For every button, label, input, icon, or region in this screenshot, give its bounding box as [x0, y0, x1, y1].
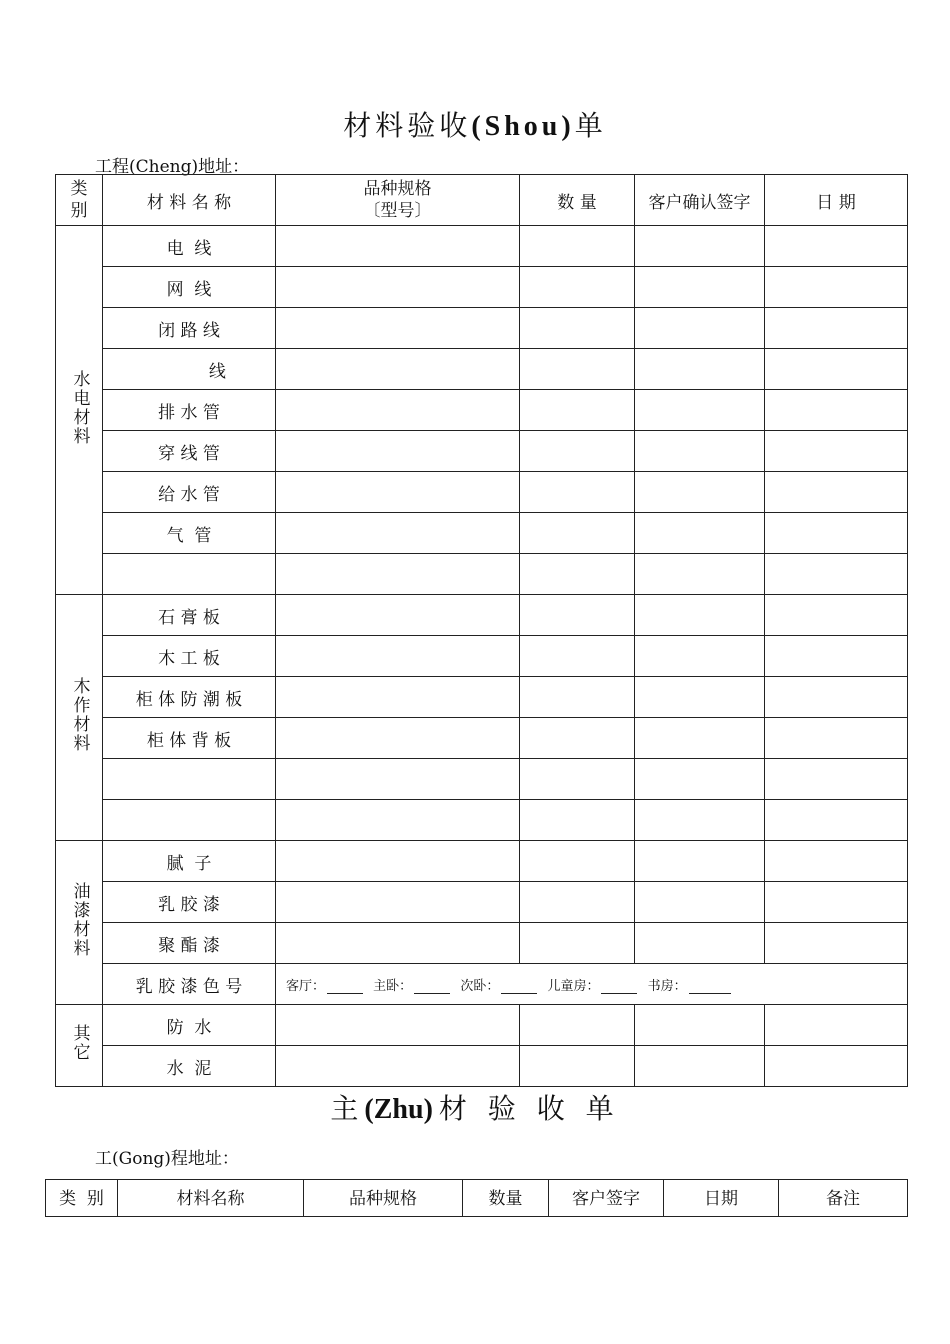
- title-part: 主: [330, 1092, 365, 1125]
- quantity-cell[interactable]: [520, 882, 635, 923]
- material-name-cell: 防 水: [103, 1005, 276, 1046]
- table-row: [56, 636, 908, 677]
- quantity-cell[interactable]: [520, 595, 635, 636]
- table-row: [56, 759, 908, 800]
- room-color-blank[interactable]: [601, 981, 637, 994]
- project-address-label: 工程(Cheng)地址：: [95, 157, 250, 177]
- material-name-cell: 柜 体 背 板: [103, 718, 276, 759]
- date-cell[interactable]: [765, 513, 908, 554]
- spec-cell[interactable]: [276, 1005, 520, 1046]
- table-row: [56, 431, 908, 472]
- room-label: 客厅：: [286, 978, 326, 994]
- material-name-cell: 电 线: [103, 226, 276, 267]
- material-name-cell[interactable]: [103, 759, 276, 800]
- confirm-cell[interactable]: [635, 349, 765, 390]
- table-row: [56, 1005, 908, 1046]
- table-row: [56, 923, 908, 964]
- spec-cell[interactable]: [276, 472, 520, 513]
- confirm-cell[interactable]: [635, 923, 765, 964]
- table-row: [56, 841, 908, 882]
- date-cell[interactable]: [765, 267, 908, 308]
- table-row: [56, 390, 908, 431]
- table-header-row: [46, 1180, 908, 1217]
- quantity-cell[interactable]: [520, 308, 635, 349]
- quantity-cell[interactable]: [520, 800, 635, 841]
- material-name-cell: 聚 酯 漆: [103, 923, 276, 964]
- table-row: [56, 267, 908, 308]
- table-row: [56, 1046, 908, 1087]
- date-cell[interactable]: [765, 841, 908, 882]
- material-name-cell: 木 工 板: [103, 636, 276, 677]
- confirm-cell[interactable]: [635, 636, 765, 677]
- table-row: [56, 882, 908, 923]
- quantity-cell[interactable]: [520, 472, 635, 513]
- quantity-cell[interactable]: [520, 431, 635, 472]
- confirm-cell[interactable]: [635, 390, 765, 431]
- spec-cell[interactable]: [276, 882, 520, 923]
- form-title: [0, 104, 950, 144]
- quantity-cell[interactable]: [520, 1005, 635, 1046]
- room-label: 书房：: [647, 978, 687, 994]
- quantity-cell[interactable]: [520, 513, 635, 554]
- date-cell[interactable]: [765, 390, 908, 431]
- material-name-cell: 网 线: [103, 267, 276, 308]
- material-name-cell[interactable]: [103, 554, 276, 595]
- table-row: [56, 677, 908, 718]
- room-label: 次卧：: [460, 978, 500, 994]
- spec-cell[interactable]: [276, 554, 520, 595]
- spec-cell[interactable]: [276, 718, 520, 759]
- room-label: 主卧：: [373, 978, 413, 994]
- spec-cell[interactable]: [276, 390, 520, 431]
- date-cell[interactable]: [765, 677, 908, 718]
- room-color-blank[interactable]: [414, 981, 450, 994]
- spec-cell[interactable]: [276, 759, 520, 800]
- room-color-blank[interactable]: [689, 981, 731, 994]
- date-cell[interactable]: [765, 636, 908, 677]
- title-latin: (Zhu): [364, 1094, 433, 1125]
- main-material-table: [45, 1179, 908, 1217]
- spec-cell[interactable]: [276, 595, 520, 636]
- header-spec: 品种规格 〔型号〕: [276, 175, 520, 226]
- date-cell[interactable]: [765, 1005, 908, 1046]
- category-cell: 木作材料: [56, 595, 103, 841]
- material-name-cell: 气 管: [103, 513, 276, 554]
- header-quantity: 数量: [463, 1180, 549, 1217]
- date-cell[interactable]: [765, 226, 908, 267]
- header-quantity: 数 量: [520, 175, 635, 226]
- spec-cell[interactable]: [276, 841, 520, 882]
- material-name-cell[interactable]: [103, 800, 276, 841]
- main-material-title: [0, 1087, 950, 1127]
- table-row: [56, 800, 908, 841]
- paint-color-fields: [276, 964, 908, 1005]
- title-part: 单: [574, 109, 607, 142]
- spec-cell[interactable]: [276, 800, 520, 841]
- spec-cell[interactable]: [276, 677, 520, 718]
- material-acceptance-table: [55, 174, 908, 1087]
- header-date: 日 期: [765, 175, 908, 226]
- quantity-cell[interactable]: [520, 1046, 635, 1087]
- confirm-cell[interactable]: [635, 554, 765, 595]
- spec-cell[interactable]: [276, 349, 520, 390]
- table-row: [56, 349, 908, 390]
- table-row: [56, 226, 908, 267]
- category-cell: 水电材料: [56, 226, 103, 595]
- room-label: 儿童房：: [547, 978, 600, 994]
- category-cell: 油漆材料: [56, 841, 103, 1005]
- header-customer-sign: 客户签字: [549, 1180, 664, 1217]
- material-name-cell: 石 膏 板: [103, 595, 276, 636]
- date-cell[interactable]: [765, 923, 908, 964]
- confirm-cell[interactable]: [635, 718, 765, 759]
- spec-cell[interactable]: [276, 1046, 520, 1087]
- date-cell[interactable]: [765, 800, 908, 841]
- confirm-cell[interactable]: [635, 1046, 765, 1087]
- header-category: 类 别: [56, 175, 103, 226]
- confirm-cell[interactable]: [635, 759, 765, 800]
- material-name-cell: 线: [103, 349, 276, 390]
- quantity-cell[interactable]: [520, 677, 635, 718]
- title-latin: (Shou): [471, 111, 575, 142]
- material-name-cell: 柜 体 防 潮 板: [103, 677, 276, 718]
- confirm-cell[interactable]: [635, 513, 765, 554]
- quantity-cell[interactable]: [520, 267, 635, 308]
- room-color-blank[interactable]: [327, 981, 363, 994]
- confirm-cell[interactable]: [635, 267, 765, 308]
- material-name-cell: 闭 路 线: [103, 308, 276, 349]
- confirm-cell[interactable]: [635, 841, 765, 882]
- quantity-cell[interactable]: [520, 841, 635, 882]
- date-cell[interactable]: [765, 472, 908, 513]
- table-row: [56, 308, 908, 349]
- table-row: [56, 554, 908, 595]
- material-name-cell: 乳 胶 漆: [103, 882, 276, 923]
- material-name-cell: 穿 线 管: [103, 431, 276, 472]
- confirm-cell[interactable]: [635, 308, 765, 349]
- header-date: 日期: [664, 1180, 779, 1217]
- date-cell[interactable]: [765, 595, 908, 636]
- header-customer-confirm: 客户确认签字: [635, 175, 765, 226]
- spec-cell[interactable]: [276, 267, 520, 308]
- quantity-cell[interactable]: [520, 636, 635, 677]
- confirm-cell[interactable]: [635, 595, 765, 636]
- table-row: [56, 472, 908, 513]
- project-address-label-2: 工(Gong)程地址：: [95, 1149, 239, 1169]
- header-category: 类 别: [46, 1180, 118, 1217]
- date-cell[interactable]: [765, 308, 908, 349]
- room-color-blank[interactable]: [501, 981, 537, 994]
- title-part: 材料验收: [343, 109, 472, 142]
- material-name-cell: 给 水 管: [103, 472, 276, 513]
- header-spec: 品种规格: [304, 1180, 463, 1217]
- spec-cell[interactable]: [276, 513, 520, 554]
- date-cell[interactable]: [765, 554, 908, 595]
- date-cell[interactable]: [765, 882, 908, 923]
- paint-color-row: [56, 964, 908, 1005]
- material-name-cell: 水 泥: [103, 1046, 276, 1087]
- confirm-cell[interactable]: [635, 431, 765, 472]
- confirm-cell[interactable]: [635, 882, 765, 923]
- date-cell[interactable]: [765, 759, 908, 800]
- quantity-cell[interactable]: [520, 349, 635, 390]
- date-cell[interactable]: [765, 1046, 908, 1087]
- header-remarks: 备注: [779, 1180, 908, 1217]
- quantity-cell[interactable]: [520, 226, 635, 267]
- spec-cell[interactable]: [276, 923, 520, 964]
- quantity-cell[interactable]: [520, 390, 635, 431]
- header-material-name: 材 料 名 称: [103, 175, 276, 226]
- confirm-cell[interactable]: [635, 472, 765, 513]
- spec-cell[interactable]: [276, 308, 520, 349]
- table-row: [56, 513, 908, 554]
- spec-cell[interactable]: [276, 636, 520, 677]
- table-header-row: [56, 175, 908, 226]
- spec-cell[interactable]: [276, 431, 520, 472]
- table-row: [56, 595, 908, 636]
- material-name-cell: 腻 子: [103, 841, 276, 882]
- confirm-cell[interactable]: [635, 1005, 765, 1046]
- category-cell: 其它: [56, 1005, 103, 1087]
- quantity-cell[interactable]: [520, 554, 635, 595]
- quantity-cell[interactable]: [520, 718, 635, 759]
- confirm-cell[interactable]: [635, 226, 765, 267]
- date-cell[interactable]: [765, 349, 908, 390]
- date-cell[interactable]: [765, 718, 908, 759]
- confirm-cell[interactable]: [635, 800, 765, 841]
- spec-cell[interactable]: [276, 226, 520, 267]
- material-name-cell: 排 水 管: [103, 390, 276, 431]
- quantity-cell[interactable]: [520, 759, 635, 800]
- date-cell[interactable]: [765, 431, 908, 472]
- table-row: [56, 718, 908, 759]
- title-part: 材 验 收 单: [438, 1092, 620, 1125]
- paint-color-label: 乳 胶 漆 色 号: [103, 964, 276, 1005]
- quantity-cell[interactable]: [520, 923, 635, 964]
- confirm-cell[interactable]: [635, 677, 765, 718]
- header-material-name: 材料名称: [118, 1180, 304, 1217]
